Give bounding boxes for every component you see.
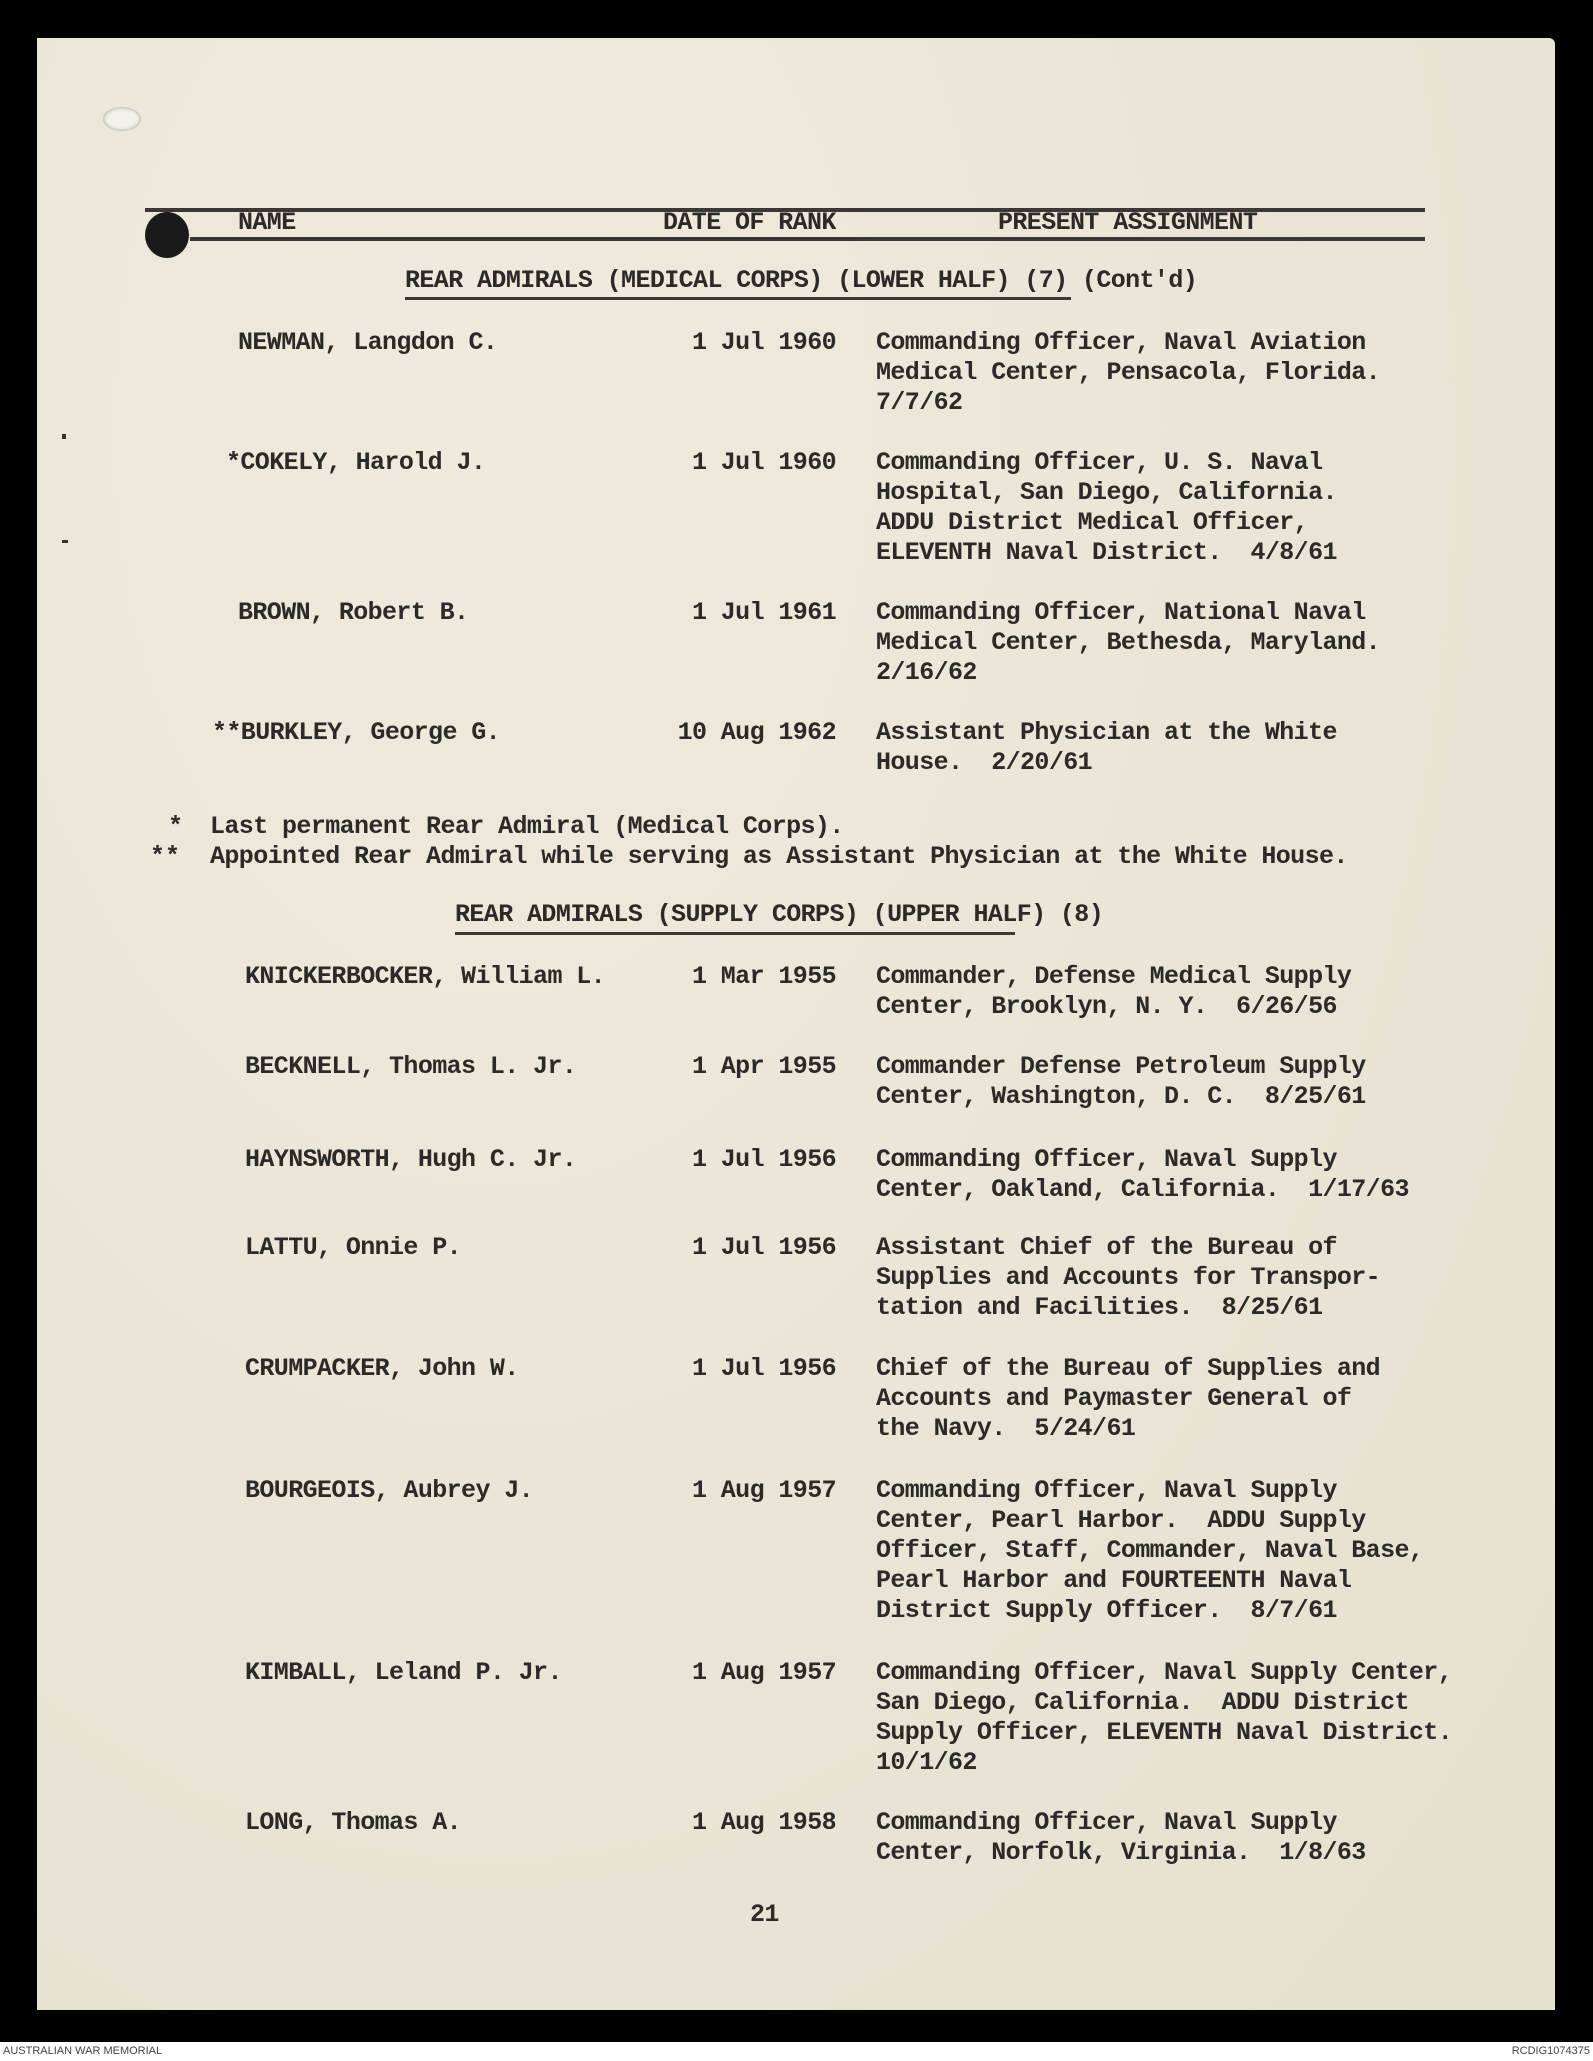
entry-assignment-line: Center, Brooklyn, N. Y. 6/26/56	[876, 992, 1337, 1021]
entry-assignment-line: Hospital, San Diego, California.	[876, 478, 1337, 507]
entry-assignment-line: Commanding Officer, Naval Supply	[876, 1808, 1337, 1837]
entry-name: LONG, Thomas A.	[245, 1808, 462, 1837]
entry-date: 1 Jul 1956	[691, 1354, 836, 1383]
entry-name: NEWMAN, Langdon C.	[238, 328, 498, 357]
entry-assignment-line: Pearl Harbor and FOURTEENTH Naval	[876, 1566, 1352, 1595]
entry-assignment-line: Medical Center, Pensacola, Florida.	[876, 358, 1381, 387]
footnote-text: Last permanent Rear Admiral (Medical Corps).	[210, 812, 844, 841]
entry-date: 1 Aug 1957	[691, 1658, 836, 1687]
archive-id: RCDIG1074375	[1511, 2045, 1590, 2057]
entry-assignment-line: Center, Norfolk, Virginia. 1/8/63	[876, 1838, 1366, 1867]
entry-date: 1 Mar 1955	[691, 962, 836, 991]
entry-name: CRUMPACKER, John W.	[245, 1354, 519, 1383]
entry-assignment-line: ADDU District Medical Officer,	[876, 508, 1309, 537]
entry-assignment-line: Chief of the Bureau of Supplies and	[876, 1354, 1381, 1383]
entry-assignment-line: Commanding Officer, Naval Supply Center,	[876, 1658, 1453, 1687]
entry-name: LATTU, Onnie P.	[245, 1233, 462, 1262]
entry-assignment-line: Assistant Chief of the Bureau of	[876, 1233, 1337, 1262]
entry-assignment-line: Assistant Physician at the White	[876, 718, 1337, 747]
section-title-underline	[455, 932, 1015, 935]
entry-date: 1 Jul 1961	[691, 598, 836, 627]
column-header-assignment: PRESENT ASSIGNMENT	[998, 208, 1258, 237]
entry-date: 1 Jul 1960	[691, 328, 836, 357]
entry-name: BROWN, Robert B.	[238, 598, 469, 627]
entry-name: *COKELY, Harold J.	[226, 448, 486, 477]
entry-date: 1 Jul 1956	[691, 1233, 836, 1262]
entry-date: 1 Aug 1958	[691, 1808, 836, 1837]
entry-assignment-line: Accounts and Paymaster General of	[876, 1384, 1352, 1413]
entry-assignment-line: Medical Center, Bethesda, Maryland.	[876, 628, 1381, 657]
punch-hole	[145, 212, 189, 258]
entry-assignment-line: Commanding Officer, National Naval	[876, 598, 1366, 627]
entry-assignment-line: House. 2/20/61	[876, 748, 1093, 777]
entry-date: 1 Jul 1960	[691, 448, 836, 477]
section-title: REAR ADMIRALS (MEDICAL CORPS) (LOWER HALF) (7) (Cont'd)	[405, 266, 1198, 295]
paper-tear	[103, 107, 141, 131]
entry-assignment-line: Commander, Defense Medical Supply	[876, 962, 1352, 991]
entry-assignment-line: Supplies and Accounts for Transpor-	[876, 1263, 1381, 1292]
entry-assignment-line: Supply Officer, ELEVENTH Naval District.	[876, 1718, 1453, 1747]
archive-strip	[0, 2042, 1593, 2061]
entry-assignment-line: Commander Defense Petroleum Supply	[876, 1052, 1366, 1081]
entry-assignment-line: Center, Washington, D. C. 8/25/61	[876, 1082, 1366, 1111]
footnote-mark: **	[150, 842, 181, 871]
entry-assignment-line: the Navy. 5/24/61	[876, 1414, 1136, 1443]
margin-mark	[62, 434, 66, 439]
entry-name: BECKNELL, Thomas L. Jr.	[245, 1052, 577, 1081]
entry-assignment-line: tation and Facilities. 8/25/61	[876, 1293, 1323, 1322]
entry-assignment-line: 2/16/62	[876, 658, 977, 687]
entry-date: 10 Aug 1962	[677, 718, 836, 747]
entry-date: 1 Aug 1957	[691, 1476, 836, 1505]
section-title: REAR ADMIRALS (SUPPLY CORPS) (UPPER HALF) (8)	[455, 900, 1104, 929]
entry-assignment-line: Center, Oakland, California. 1/17/63	[876, 1175, 1409, 1204]
entry-name: HAYNSWORTH, Hugh C. Jr.	[245, 1145, 577, 1174]
entry-assignment-line: 10/1/62	[876, 1748, 977, 1777]
entry-assignment-line: Commanding Officer, U. S. Naval	[876, 448, 1323, 477]
entry-assignment-line: Commanding Officer, Naval Supply	[876, 1145, 1337, 1174]
column-header-name: NAME	[238, 208, 296, 237]
entry-name: **BURKLEY, George G.	[212, 718, 501, 747]
entry-date: 1 Jul 1956	[691, 1145, 836, 1174]
entry-assignment-line: Commanding Officer, Naval Aviation	[876, 328, 1366, 357]
entry-assignment-line: District Supply Officer. 8/7/61	[876, 1596, 1337, 1625]
entry-assignment-line: San Diego, California. ADDU District	[876, 1688, 1409, 1717]
footnote-text: Appointed Rear Admiral while serving as Assistant Physician at the White House.	[210, 842, 1348, 871]
footnote-mark: *	[168, 812, 184, 841]
entry-assignment-line: Commanding Officer, Naval Supply	[876, 1476, 1337, 1505]
archive-name: AUSTRALIAN WAR MEMORIAL	[3, 2045, 163, 2057]
entry-assignment-line: 7/7/62	[876, 388, 963, 417]
entry-assignment-line: ELEVENTH Naval District. 4/8/61	[876, 538, 1337, 567]
section-title-underline	[405, 297, 1071, 300]
column-header-date: DATE OF RANK	[663, 208, 836, 237]
entry-name: BOURGEOIS, Aubrey J.	[245, 1476, 534, 1505]
margin-mark	[62, 540, 68, 543]
page-number: 21	[750, 1900, 779, 1929]
entry-assignment-line: Officer, Staff, Commander, Naval Base,	[876, 1536, 1424, 1565]
entry-name: KIMBALL, Leland P. Jr.	[245, 1658, 562, 1687]
entry-assignment-line: Center, Pearl Harbor. ADDU Supply	[876, 1506, 1366, 1535]
entry-name: KNICKERBOCKER, William L.	[245, 962, 606, 991]
entry-date: 1 Apr 1955	[691, 1052, 836, 1081]
